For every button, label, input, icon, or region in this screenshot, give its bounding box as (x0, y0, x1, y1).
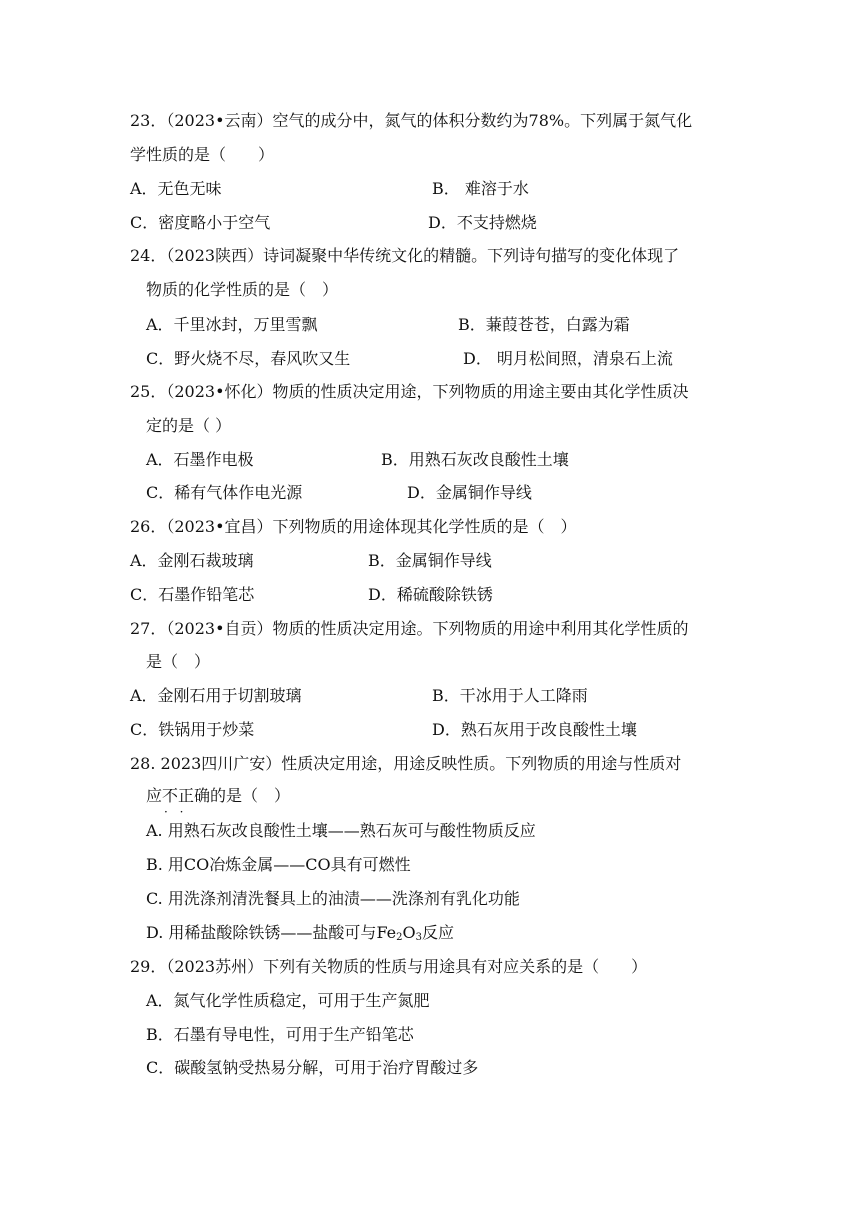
q25-stem-line2: 定的是（ ） (146, 416, 232, 435)
q24-option-c: C．野火烧不尽，春风吹又生 (146, 349, 351, 368)
q27-option-b: B．干冰用于人工降雨 (432, 686, 588, 705)
q24-stem-line1: 24．（2023陕西）诗词凝聚中华传统文化的精髓。下列诗句描写的变化体现了 (130, 246, 680, 265)
q28-option-d-text: D. 用稀盐酸除铁锈——盐酸可与 (146, 923, 377, 942)
q25-option-a: A．石墨作电极 (146, 450, 254, 469)
q23-option-b: B． 难溶于水 (432, 179, 529, 198)
q28-option-d-tail: 反应 (422, 923, 455, 942)
q24-option-d: D． 明月松间照，清泉石上流 (463, 349, 673, 368)
q28-stem-line2 (146, 786, 290, 806)
q23-stem-line1: 23．（2023•云南）空气的成分中，氮气的体积分数约为78%。下列属于氮气化 (130, 111, 693, 130)
q28-option-a: A. 用熟石灰改良酸性土壤——熟石灰可与酸性物质反应 (146, 821, 536, 840)
q23-option-d: D．不支持燃烧 (428, 213, 537, 232)
q28-option-b: B. 用CO冶炼金属——CO具有可燃性 (146, 855, 411, 874)
q28-stem-text-c: 确的是（ ） (194, 786, 291, 805)
q29-option-b: B．石墨有导电性，可用于生产铅笔芯 (146, 1025, 414, 1044)
q27-option-a: A．金刚石用于切割玻璃 (130, 686, 302, 705)
q27-option-d: D．熟石灰用于改良酸性土壤 (432, 720, 637, 739)
q28-stem-text-a: 应 (146, 786, 163, 805)
q26-option-a: A．金刚石裁玻璃 (130, 551, 254, 570)
q23-option-a: A．无色无味 (130, 179, 222, 198)
q25-option-c: C．稀有气体作电光源 (146, 483, 303, 502)
q27-stem-line2: 是（ ） (146, 652, 211, 671)
q29-stem-line1: 29．（2023苏州）下列有关物质的性质与用途具有对应关系的是（ ） (130, 957, 648, 976)
q28-option-c: C. 用洗涤剂清洗餐具上的油渍——洗涤剂有乳化功能 (146, 889, 520, 908)
fe2o3-formula: $Fe_2O_3$ (376, 923, 423, 943)
q23-option-c: C．密度略小于空气 (130, 213, 271, 232)
q24-stem-line2: 物质的化学性质的是（ ） (146, 280, 339, 299)
q25-option-d: D．金属铜作导线 (407, 483, 532, 502)
q26-option-b: B．金属铜作导线 (368, 551, 492, 570)
q28-option-d (146, 923, 454, 948)
q26-option-c: C．石墨作铅笔芯 (130, 585, 255, 604)
q24-option-b: B．蒹葭苍苍，白露为霜 (458, 315, 630, 334)
q27-stem-line1: 27．（2023•自贡）物质的性质决定用途。下列物质的用途中利用其化学性质的 (130, 619, 689, 638)
q24-option-a: A．千里冰封，万里雪飘 (146, 315, 318, 334)
q28-stem-line1: 28. 2023四川广安）性质决定用途，用途反映性质。下列物质的用途与性质对 (130, 754, 682, 773)
q29-option-a: A．氮气化学性质稳定，可用于生产氮肥 (146, 991, 430, 1010)
q28-emphasis-not-correct: 不正 · · (162, 786, 194, 806)
q23-stem-line2: 学性质的是（ ） (130, 145, 275, 164)
q26-stem-line1: 26．（2023•宜昌）下列物质的用途体现其化学性质的是（ ） (130, 517, 577, 536)
q29-option-c: C．碳酸氢钠受热易分解，可用于治疗胃酸过多 (146, 1058, 479, 1077)
q25-stem-line1: 25．（2023•怀化）物质的性质决定用途，下列物质的用途主要由其化学性质决 (130, 382, 689, 401)
q25-option-b: B．用熟石灰改良酸性土壤 (381, 450, 569, 469)
q27-option-c: C．铁锅用于炒菜 (130, 720, 255, 739)
q26-option-d: D．稀硫酸除铁锈 (368, 585, 493, 604)
